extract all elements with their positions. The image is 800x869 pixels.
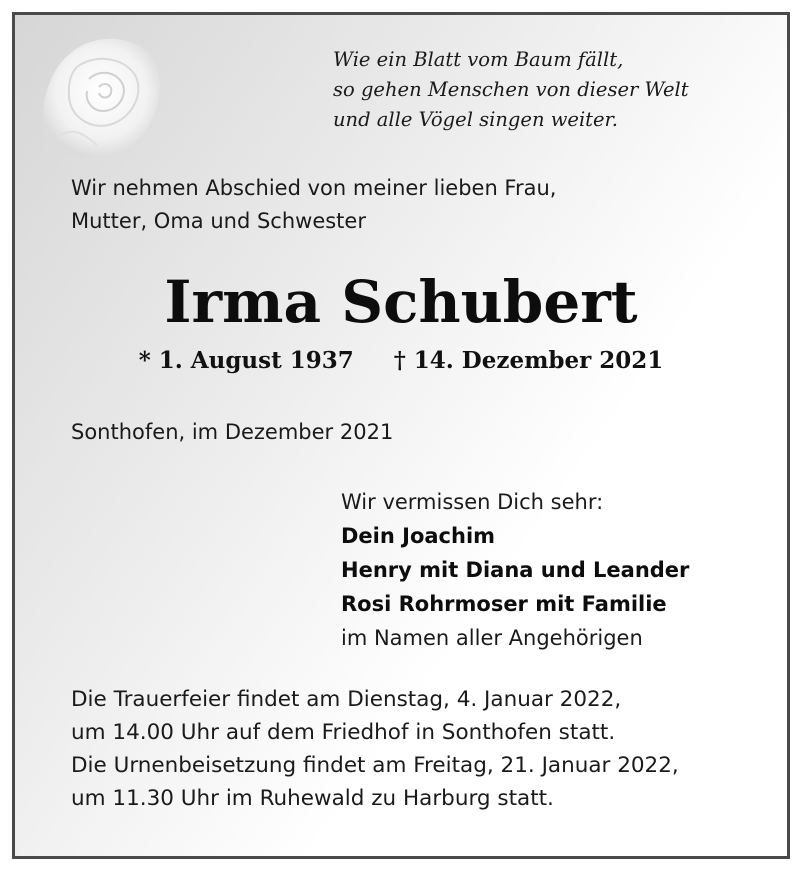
poem-quote xyxy=(333,45,689,135)
poem-line: und alle Vögel singen weiter. xyxy=(333,108,618,131)
death-date: † 14. Dezember 2021 xyxy=(393,347,664,374)
mourner-name: Rosi Rohrmoser mit Familie xyxy=(341,592,667,616)
rose-image xyxy=(37,27,167,162)
mourner-name: Henry mit Diana und Leander xyxy=(341,558,690,582)
ceremony-line: Die Urnenbeisetzung findet am Freitag, 21. Januar 2022, xyxy=(71,753,679,778)
ceremony-line: um 14.00 Uhr auf dem Friedhof in Sonthofen statt. xyxy=(71,720,616,745)
poem-line: so gehen Menschen von dieser Welt xyxy=(333,78,689,101)
mourners-block xyxy=(341,485,689,655)
intro-line: Mutter, Oma und Schwester xyxy=(71,209,366,233)
birth-date: * 1. August 1937 xyxy=(138,347,354,374)
intro-line: Wir nehmen Abschied von meiner lieben Frau, xyxy=(71,176,557,200)
mourners-heading: Wir vermissen Dich sehr: xyxy=(341,490,604,514)
ceremony-info xyxy=(71,683,679,815)
ceremony-line: um 11.30 Uhr im Ruhewald zu Harburg statt. xyxy=(71,786,554,811)
place-date: Sonthofen, im Dezember 2021 xyxy=(71,420,394,444)
ceremony-line: Die Trauerfeier findet am Dienstag, 4. Januar 2022, xyxy=(71,687,622,712)
mourners-closing: im Namen aller Angehörigen xyxy=(341,626,643,650)
life-dates xyxy=(15,345,787,377)
mourner-name: Dein Joachim xyxy=(341,524,496,548)
deceased-name: Irma Schubert xyxy=(164,268,638,336)
intro-text xyxy=(71,172,556,238)
obituary-frame xyxy=(12,12,790,859)
poem-line: Wie ein Blatt vom Baum fällt, xyxy=(333,48,624,71)
